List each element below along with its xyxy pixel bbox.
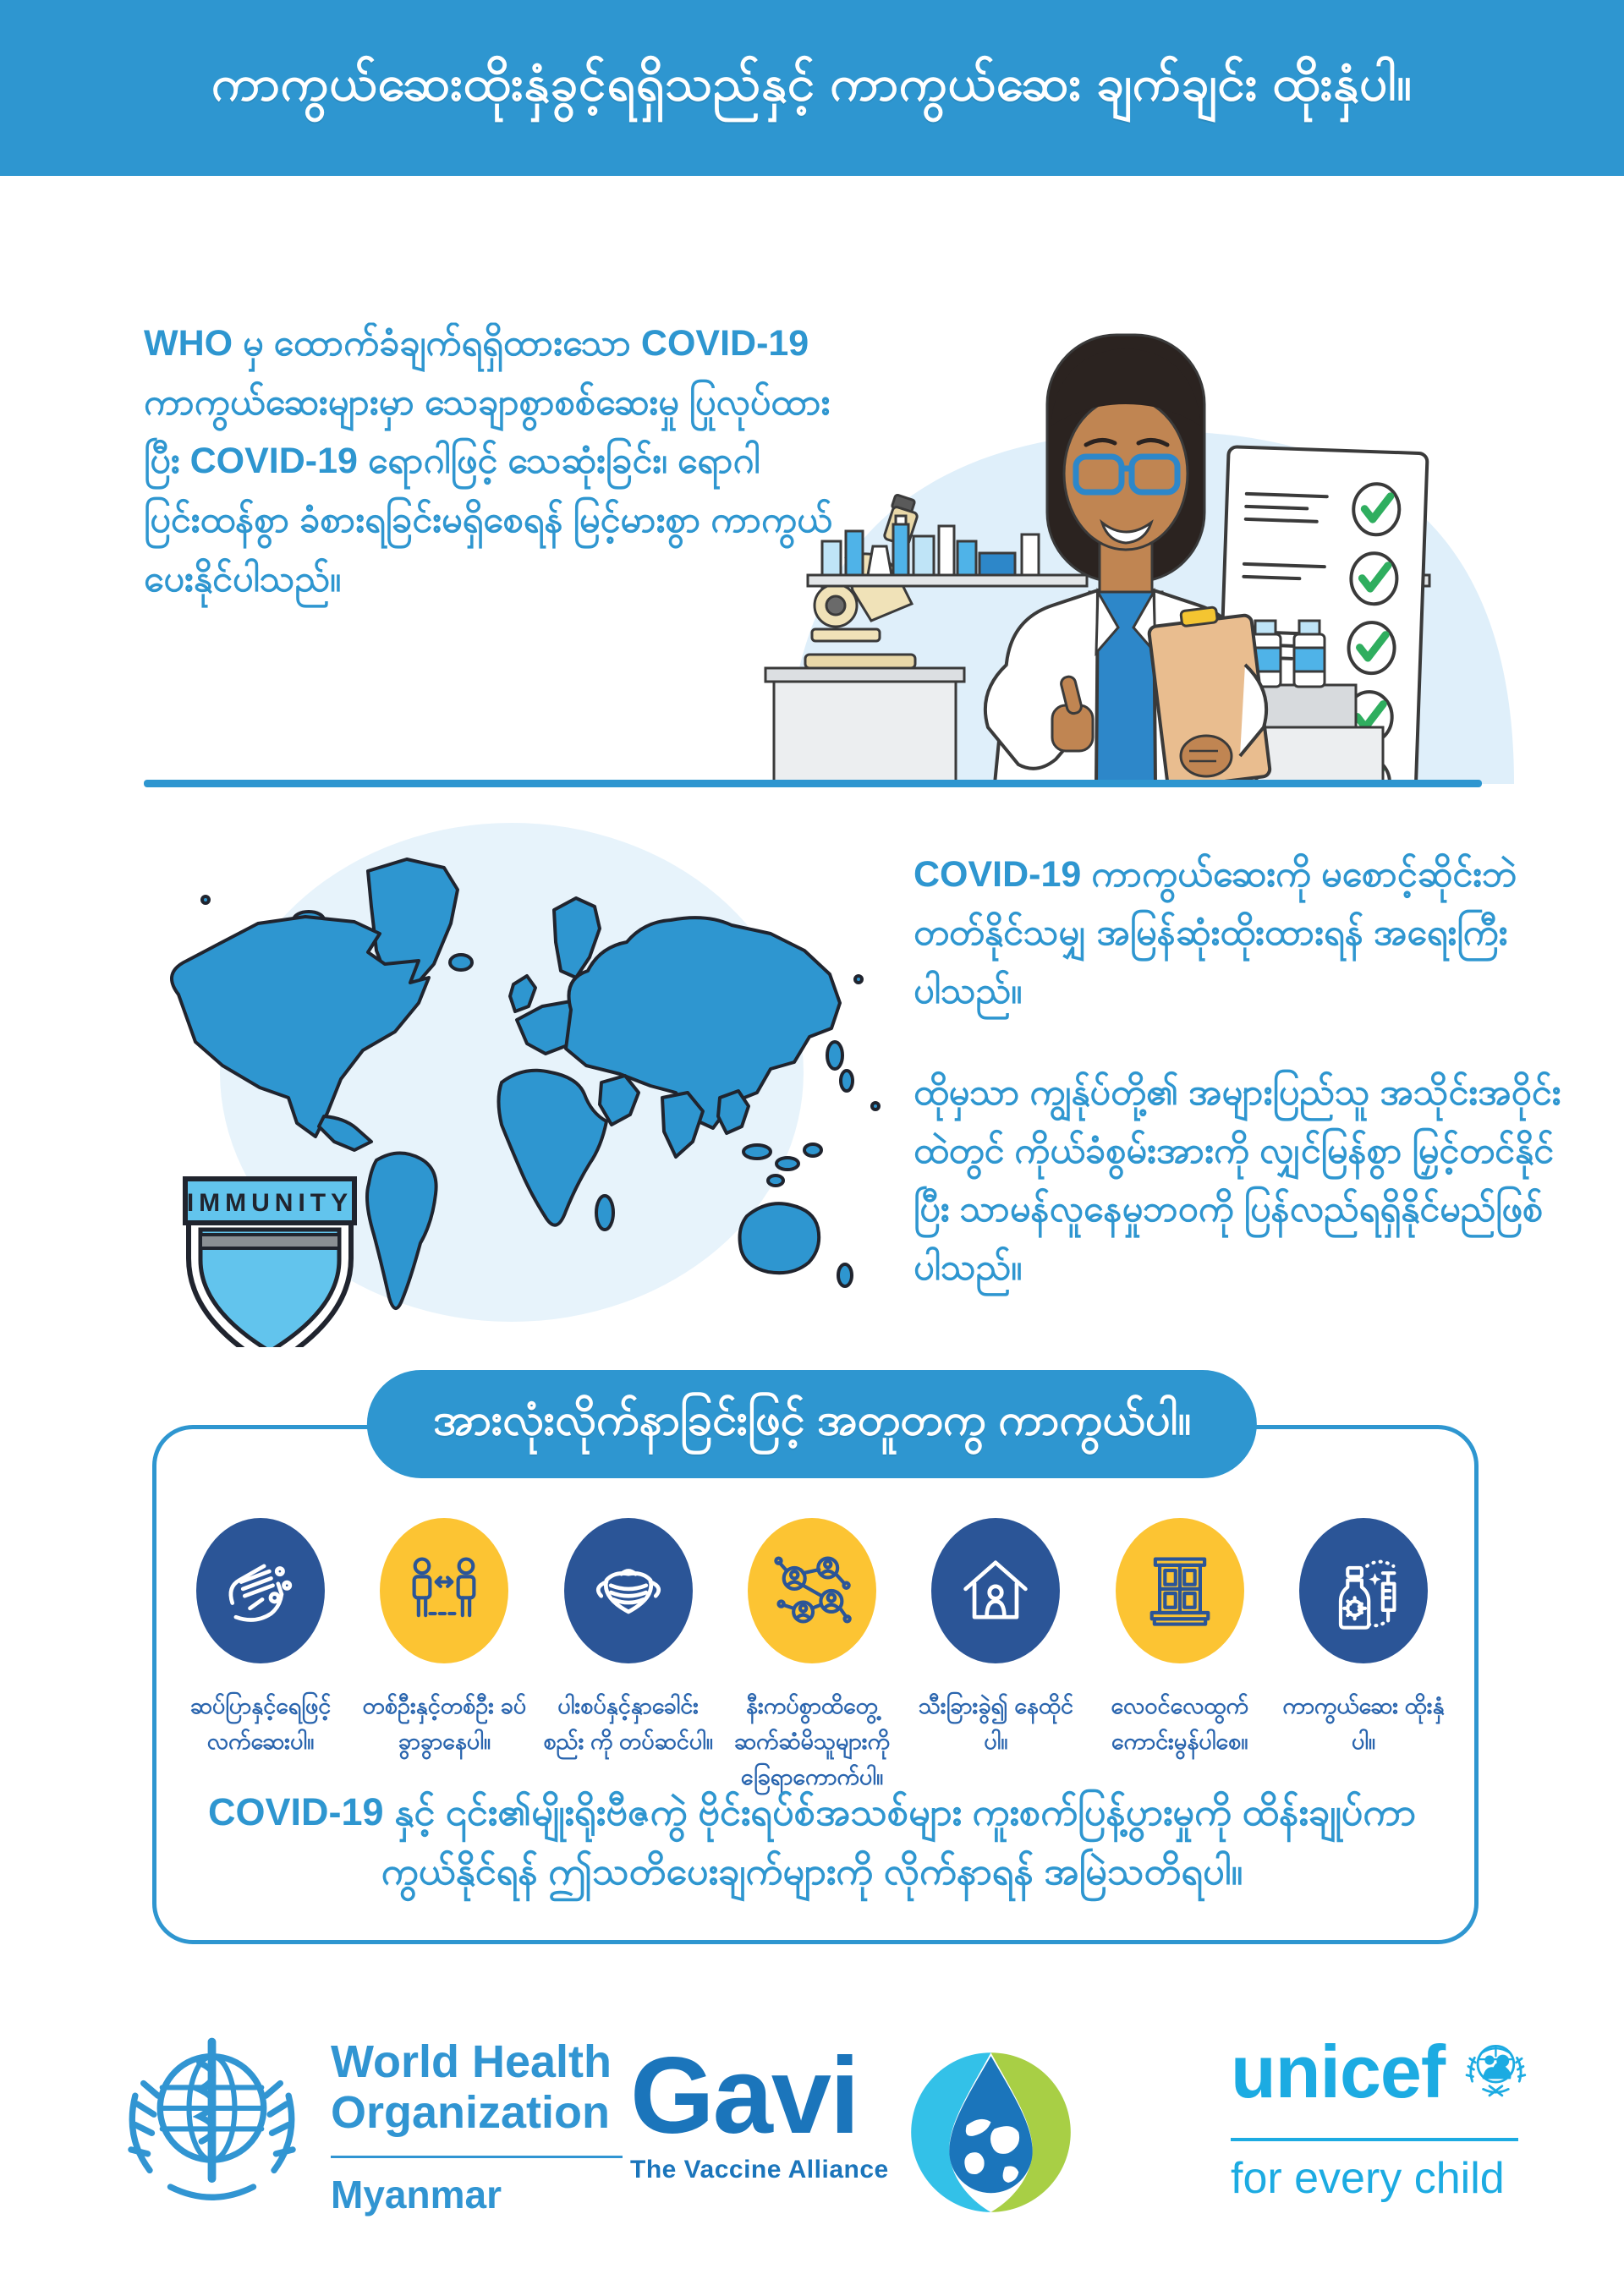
who-name-line2: Organization	[331, 2087, 611, 2139]
scientist-lab-illustration	[727, 323, 1590, 784]
who-logo	[108, 2021, 623, 2228]
gavi-wordmark: Gavi	[630, 2036, 859, 2156]
header-band	[0, 0, 1624, 176]
prevention-icons-row	[173, 1518, 1451, 1795]
immunity-text-block	[914, 846, 1565, 1297]
section-divider	[144, 780, 1482, 787]
stay-home-icon	[931, 1518, 1060, 1663]
prevention-item-stay-home	[908, 1518, 1083, 1795]
prevention-item-vaccine	[1276, 1518, 1451, 1795]
bench	[765, 668, 964, 682]
who-country: Myanmar	[331, 2172, 502, 2217]
unicef-logo	[1231, 2028, 1535, 2203]
prevention-item-mask	[541, 1518, 716, 1795]
page-title: ကာကွယ်ဆေးထိုးနှံခွင့်ရရှိသည်နှင့် ကာကွယ်ဆေး ချက်ချင်း ထိုးနှံပါ။	[211, 55, 1413, 111]
gavi-tagline: The Vaccine Alliance	[630, 2156, 889, 2184]
vaccine-icon	[1299, 1518, 1428, 1663]
handwash-icon	[196, 1518, 325, 1663]
prevention-caption: လေဝင်လေထွက် ကောင်းမွန်ပါစေ။	[1111, 1693, 1248, 1754]
prevention-item-ventilation	[1093, 1518, 1267, 1795]
who-emblem-icon	[108, 2021, 315, 2228]
prevention-caption: ဆပ်ပြာနှင့်ရေဖြင့် လက်ဆေးပါ။	[189, 1693, 332, 1754]
who-name-line1: World Health	[331, 2036, 612, 2087]
who-divider	[331, 2156, 623, 2158]
prevention-caption: နီးကပ်စွာထိတွေ့ ဆက်ဆံမိသူများကို ခြေရာကောက်ပါ။	[733, 1693, 891, 1789]
immunity-paragraph-1: COVID-19 ကာကွယ်ဆေးကို မစောင့်ဆိုင်းဘဲ တတ်နိုင်သမျှ အမြန်ဆုံးထိုးထားရန် အရေးကြီးပါသည်။	[914, 854, 1517, 1011]
prevention-item-handwash	[173, 1518, 348, 1795]
immunity-paragraph-2: ထိုမှသာ ကျွန်ုပ်တို့၏ အများပြည်သူ အသိုင်းအဝိုင်းထဲတွင် ကိုယ်ခံစွမ်းအားကို လျှင်မြန်စွာ မြှင့်တင်နိုင်ပြီး သာမန်လူနေမှုဘဝကို ပြန်လည်ရရှိနိုင်မည်ဖြစ်ပါသည်။	[914, 1072, 1561, 1288]
prevention-caption: သီးခြားခွဲ၍ နေထိုင်ပါ။	[918, 1693, 1073, 1754]
gavi-logo	[630, 2036, 1078, 2219]
prevention-caption: ပါးစပ်နှင့်နှာခေါင်းစည်း ကို တပ်ဆင်ပါ။	[543, 1693, 713, 1754]
ventilation-icon	[1116, 1518, 1244, 1663]
prevention-item-contact-tracing	[725, 1518, 899, 1795]
contact-tracing-icon	[748, 1518, 876, 1663]
protect-pill-title: အားလုံးလိုက်နာခြင်းဖြင့် အတူတကွ ကာကွယ်ပါ။	[367, 1370, 1257, 1478]
world-map-illustration	[97, 819, 909, 1347]
shield-label: IMMUNITY	[186, 1189, 354, 1217]
unicef-divider	[1231, 2138, 1518, 2141]
mask-icon	[564, 1518, 693, 1663]
unicef-emblem-icon	[1457, 2028, 1535, 2116]
gavi-globe-droplet-icon	[904, 2046, 1078, 2219]
prevention-item-distance	[357, 1518, 531, 1795]
immunity-shield	[185, 1179, 354, 1347]
protect-box-footer-text: COVID-19 နှင့် ၎င်း၏မျိုးရိုးဗီဇကွဲ ဗိုင်းရပ်စ်အသစ်များ ကူးစက်ပြန့်ပွားမှုကို ထိန်းချုပ်ကာကွယ်နိုင်ရန် ဤသတိပေးချက်များကို လိုက်နာရန် အမြဲသတိရပါ။	[208, 1790, 1416, 1893]
unicef-wordmark: unicef	[1231, 2030, 1446, 2113]
intro-paragraph: WHO မှ ထောက်ခံချက်ရရှိထားသော COVID-19 ကာကွယ်ဆေးများမှာ သေချာစွာစစ်ဆေးမှု ပြုလုပ်ထားပြီး COVID-19 ရောဂါဖြင့် သေဆုံးခြင်း၊ ရောဂါပြင်းထန်စွာ ခံစားရခြင်းမရှိစေရန် မြင့်မားစွာ ကာကွယ်ပေးနိုင်ပါသည်။	[144, 323, 832, 600]
prevention-caption: ကာကွယ်ဆေး ထိုးနှံပါ။	[1282, 1693, 1445, 1754]
prevention-caption: တစ်ဦးနှင့်တစ်ဦး ခပ်ခွာခွာနေပါ။	[362, 1693, 527, 1754]
unicef-tagline: for every child	[1231, 2154, 1505, 2203]
distance-icon	[380, 1518, 508, 1663]
